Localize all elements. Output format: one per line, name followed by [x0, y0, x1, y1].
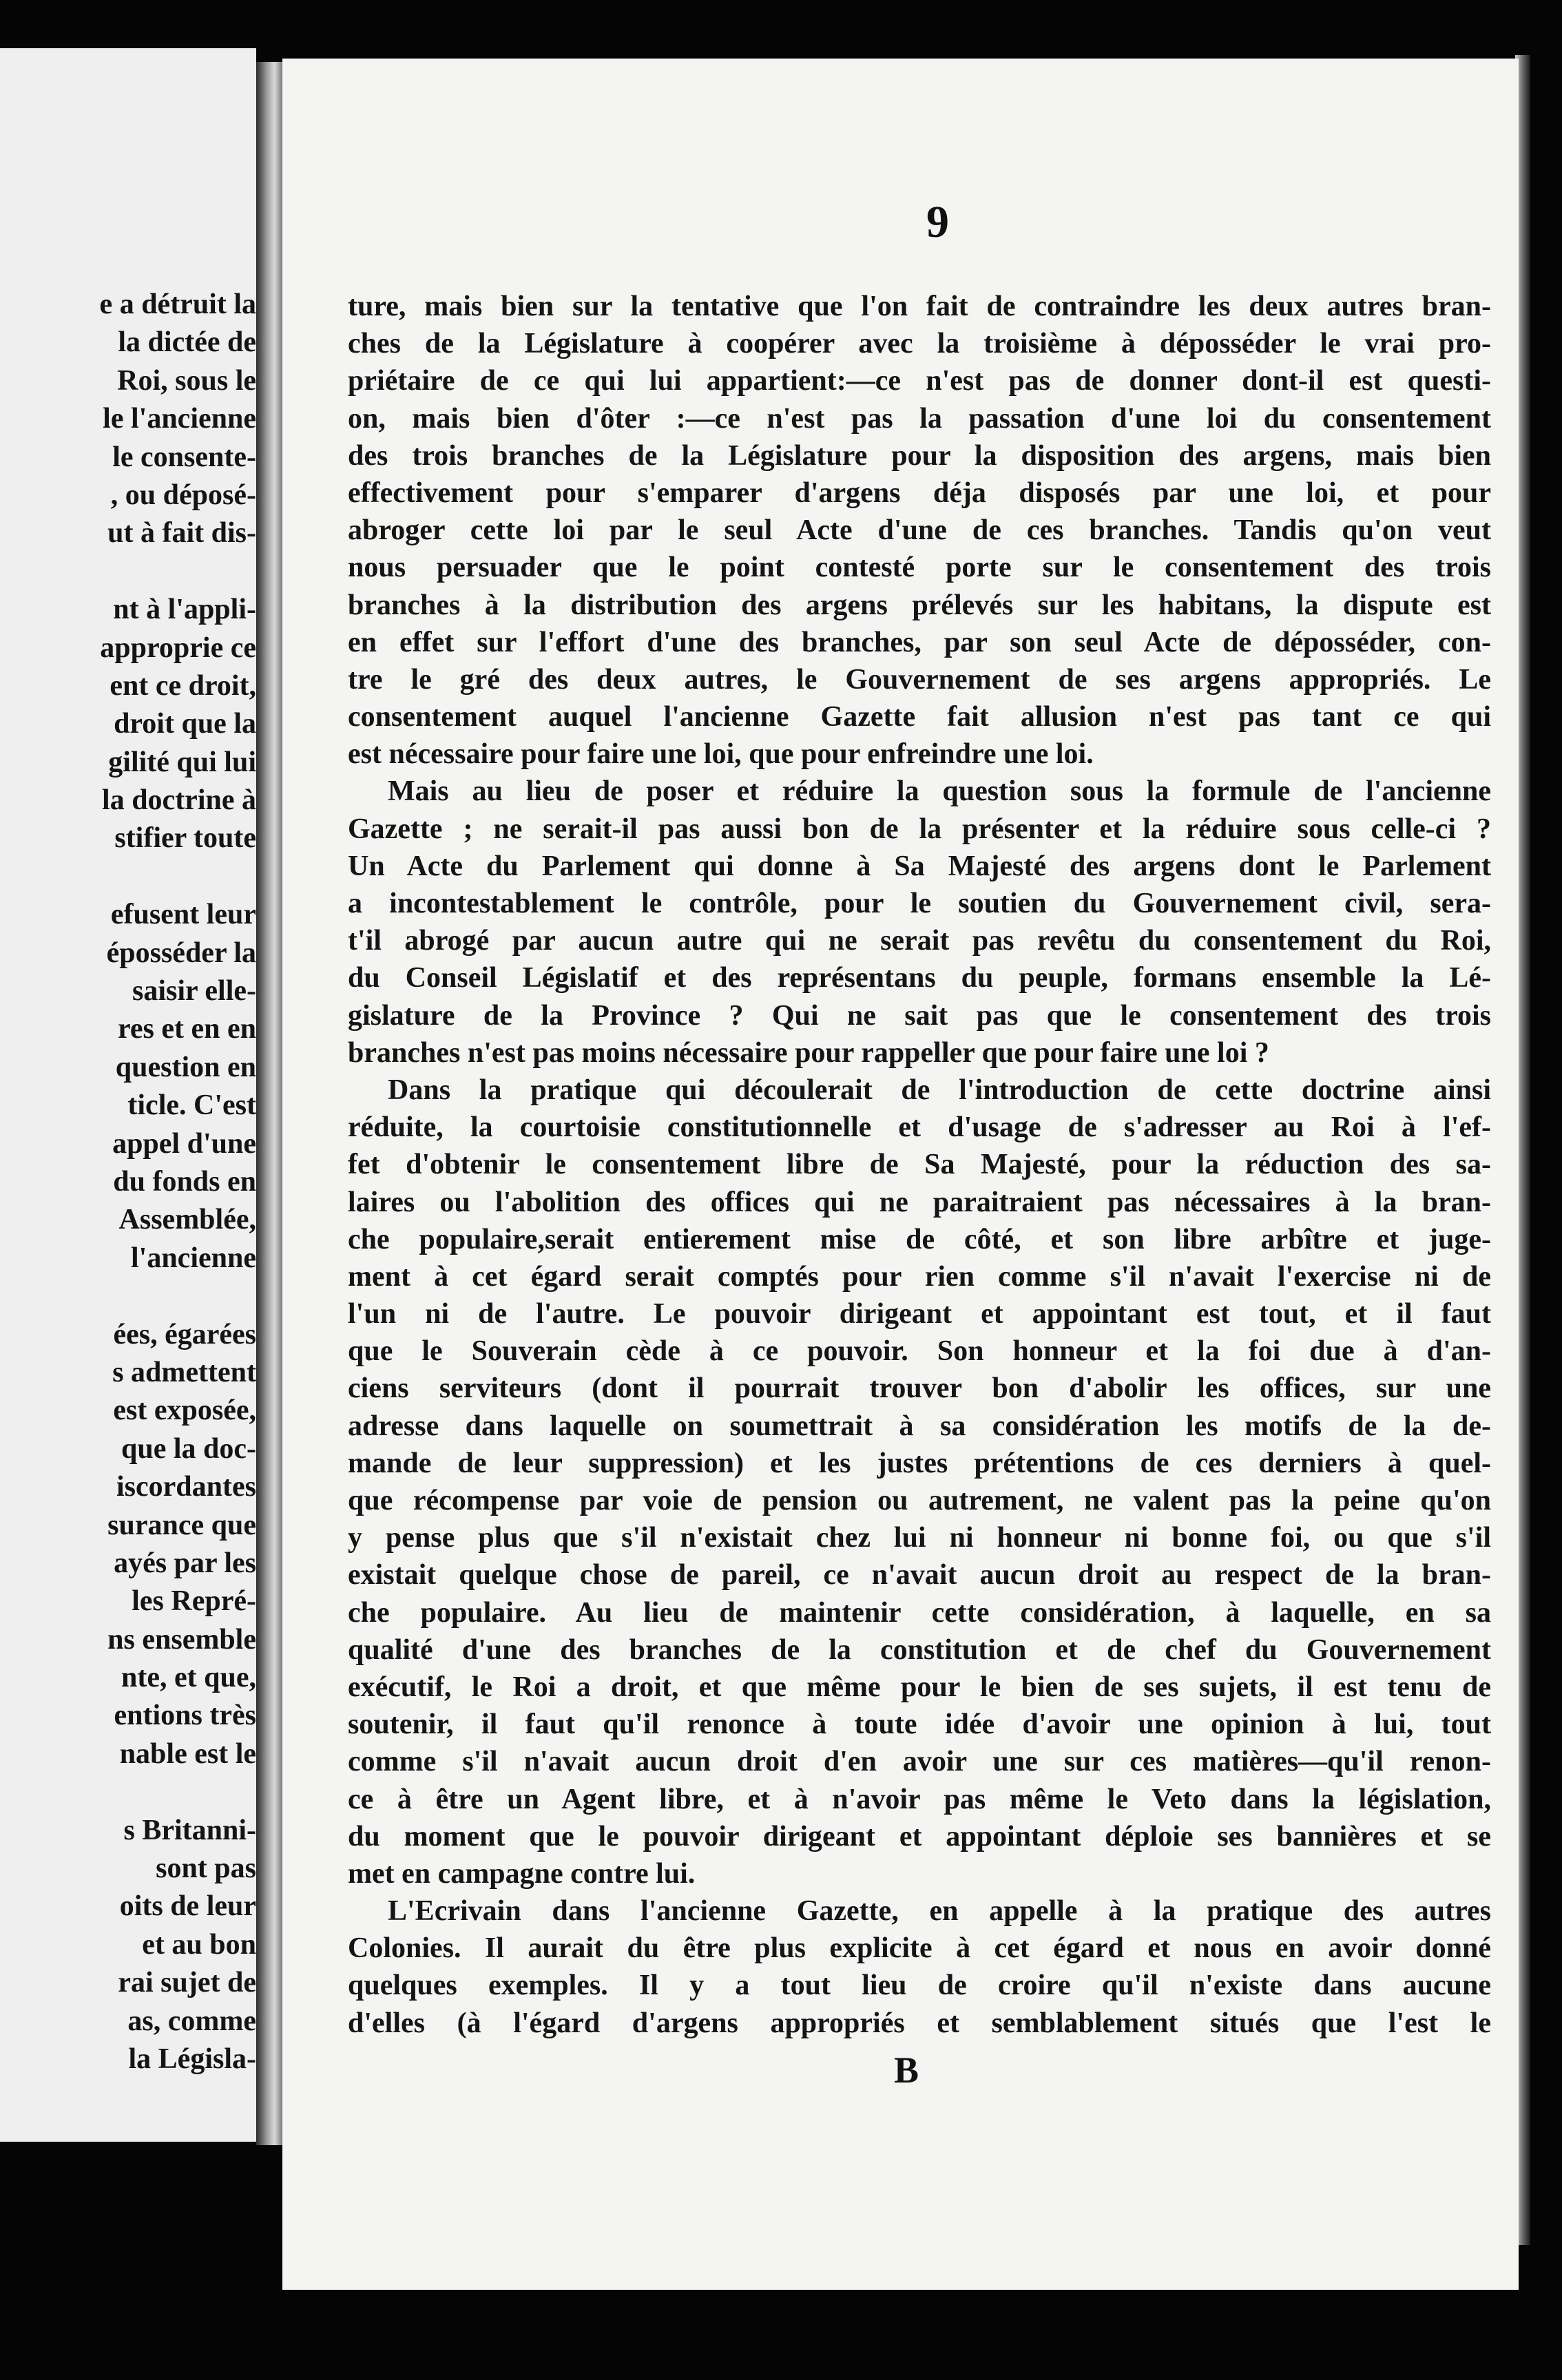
left-page-line: , ou déposé- [110, 479, 256, 511]
left-page-line: surance que [107, 1509, 256, 1541]
left-page-line [0, 858, 256, 896]
text-line: branches à la distribution des argens prélevés sur les habitans, la dispute est [348, 589, 1491, 621]
left-page-line: saisir elle- [132, 975, 256, 1008]
left-page-line: que la doc- [121, 1432, 256, 1465]
left-page-line: s Britanni- [123, 1814, 256, 1846]
text-line: ches de la Législature à coopérer avec la troisième à déposséder le vrai pro- [348, 328, 1491, 360]
body-text [348, 288, 1491, 2042]
left-page-line: l'ancienne [130, 1242, 256, 1274]
left-page-line: la dictée de [118, 326, 256, 359]
left-page-line: la Législa- [128, 2043, 256, 2075]
text-line: y pense plus que s'il n'existait chez lui ni honneur ni bonne foi, ou que s'il [348, 1522, 1491, 1554]
left-page-line [0, 553, 256, 591]
text-line: en effet sur l'effort d'une des branches, par son seul Acte de déposséder, con- [348, 626, 1491, 658]
left-page-line: ticle. C'est [127, 1089, 256, 1122]
left-facing-page [0, 48, 256, 2142]
left-page-line: approprie ce [100, 631, 256, 664]
text-line: met en campagne contre lui. [348, 1857, 696, 1890]
text-line: priétaire de ce qui lui appartient:—ce n'est pas de donner dont-il est questi- [348, 365, 1491, 397]
left-page-line: est exposée, [113, 1395, 256, 1427]
left-page-line: ut à fait dis- [107, 517, 256, 550]
text-line: nous persuader que le point contesté porte sur le consentement des trois [348, 552, 1491, 584]
left-page-line: rai sujet de [118, 1967, 256, 1999]
signature-mark: B [894, 2049, 919, 2091]
left-page-line: ayés par les [114, 1547, 256, 1579]
text-line: soutenir, il faut qu'il renonce à toute idée d'avoir une opinion à lui, tout [348, 1709, 1491, 1741]
text-line: des trois branches de la Législature pour la disposition des argens, mais bien [348, 439, 1491, 472]
left-page-line: Roi, sous le [117, 364, 256, 397]
text-line: Dans la pratique qui découlerait de l'introduction de cette doctrine ainsi [388, 1074, 1491, 1106]
left-page-line: s admettent [112, 1356, 256, 1388]
left-page-line: la doctrine à [102, 784, 256, 817]
text-line: che populaire,serait entierement mise de côté, et son libre arbître et juge- [348, 1223, 1491, 1255]
left-page-line: nable est le [119, 1737, 256, 1770]
left-page-line: question en [115, 1051, 256, 1083]
text-line: branches n'est pas moins nécessaire pour rappeller que pour faire une loi ? [348, 1036, 1269, 1069]
text-line: que récompense par voie de pension ou autrement, ne valent pas la peine qu'on [348, 1485, 1491, 1516]
page-number: 9 [926, 197, 949, 247]
text-line: a incontestablement le contrôle, pour le soutien du Gouvernement civil, sera- [348, 888, 1491, 919]
text-line: ce à être un Agent libre, et à n'avoir pas même le Veto dans la législation, [348, 1783, 1491, 1815]
text-line: Un Acte du Parlement qui donne à Sa Majesté des argens dont le Parlement [348, 850, 1491, 882]
left-page-line: ent ce droit, [110, 669, 256, 702]
left-page-line: nte, et que, [121, 1662, 256, 1694]
text-line: Mais au lieu de poser et réduire la question sous la formule de l'ancienne [388, 775, 1491, 808]
text-line: quelques exemples. Il y a tout lieu de croire qu'il n'existe dans aucune [348, 1970, 1491, 2002]
text-line: L'Ecrivain dans l'ancienne Gazette, en appelle à la pratique des autres [388, 1895, 1491, 1928]
text-line: comme s'il n'avait aucun droit d'en avoir une sur ces matières—qu'il renon- [348, 1746, 1491, 1778]
text-line: du Conseil Législatif et des représentans du peuple, formans ensemble la Lé- [348, 962, 1491, 994]
left-page-line: appel d'une [112, 1127, 256, 1160]
text-line: qualité d'une des branches de la constitution et de chef du Gouvernement [348, 1633, 1491, 1666]
left-page-line: le l'ancienne [103, 403, 256, 435]
left-page-line: efusent leur [110, 899, 256, 931]
text-line: tre le gré des deux autres, le Gouvernement de ses argens appropriés. Le [348, 663, 1491, 696]
text-line: d'elles (à l'égard d'argens appropriés et semblablement situés que l'est le [348, 2007, 1491, 2039]
text-line: abroger cette loi par le seul Acte d'une de ces branches. Tandis qu'on veut [348, 514, 1491, 547]
text-line: laires ou l'abolition des offices qui ne paraitraient pas nécessaires à la bran- [348, 1186, 1491, 1218]
text-line: ture, mais bien sur la tentative que l'on fait de contraindre les deux autres bran- [348, 291, 1491, 322]
left-page-line [0, 1773, 256, 1811]
text-line: Gazette ; ne serait-il pas aussi bon de la présenter et la réduire sous celle-ci ? [348, 813, 1491, 845]
text-line: du moment que le pouvoir dirigeant et appointant déploie ses bannières et se [348, 1820, 1491, 1852]
text-line: ciens serviteurs (dont il pourrait trouver bon d'abolir les offices, sur une [348, 1372, 1491, 1405]
text-line: effectivement pour s'emparer d'argens déja disposés par une loi, et pour [348, 477, 1491, 509]
text-line: est nécessaire pour faire une loi, que pour enfreindre une loi. [348, 738, 1094, 771]
text-line: l'un ni de l'autre. Le pouvoir dirigeant et appointant est tout, et il faut [348, 1298, 1491, 1330]
left-page-line: gilité qui lui [108, 746, 256, 778]
left-page-line: nt à l'appli- [113, 594, 256, 626]
text-line: ment à cet égard serait comptés pour rien comme s'il n'avait l'exercise ni de [348, 1260, 1491, 1293]
text-line: consentement auquel l'ancienne Gazette fait allusion n'est pas tant ce qui [348, 701, 1491, 733]
left-page-line: éposséder la [106, 937, 256, 969]
left-page-line: iscordantes [116, 1471, 256, 1503]
text-line: t'il abrogé par aucun autre qui ne serait pas revêtu du consentement du Roi, [348, 925, 1491, 957]
text-line: mande de leur suppression) et les justes prétentions de ces derniers à quel- [348, 1447, 1491, 1479]
left-page-line: entions très [114, 1700, 256, 1732]
left-page-line: e a détruit la [99, 289, 256, 320]
left-page-line: ées, égarées [113, 1318, 256, 1350]
book-gutter [256, 62, 282, 2145]
left-page-line: ns ensemble [107, 1623, 256, 1656]
left-page-text [0, 286, 256, 2078]
left-page-line: droit que la [114, 708, 256, 740]
text-line: réduite, la courtoisie constitutionnelle et d'usage de s'adresser au Roi à l'ef- [348, 1111, 1491, 1144]
text-line: Colonies. Il aurait du être plus explicite à cet égard et nous en avoir donné [348, 1932, 1491, 1965]
left-page-line: du fonds en [113, 1165, 256, 1198]
left-page-line: Assemblée, [118, 1204, 256, 1236]
left-page-line: sont pas [156, 1852, 256, 1885]
left-page-line: et au bon [142, 1928, 256, 1961]
left-page-line: le consente- [112, 441, 256, 473]
text-line: existait quelque chose de pareil, ce n'avait aucun droit au respect de la bran- [348, 1559, 1491, 1591]
text-line: on, mais bien d'ôter :—ce n'est pas la passation d'une loi du consentement [348, 402, 1491, 435]
text-line: adresse dans laquelle on soumettrait à sa considération les motifs de la de- [348, 1410, 1491, 1442]
text-line: exécutif, le Roi a droit, et que même pour le bien de ses sujets, il est tenu de [348, 1671, 1491, 1703]
text-line: gislature de la Province ? Qui ne sait pas que le consentement des trois [348, 999, 1491, 1032]
left-page-line: oits de leur [119, 1890, 256, 1923]
left-page-line: les Repré- [132, 1585, 256, 1618]
left-page-line: stifier toute [114, 822, 256, 855]
left-page-line: as, comme [127, 2005, 256, 2037]
text-line: che populaire. Au lieu de maintenir cette considération, à laquelle, en sa [348, 1596, 1491, 1629]
text-line: fet d'obtenir le consentement libre de Sa Majesté, pour la réduction des sa- [348, 1149, 1491, 1181]
left-page-line [0, 1277, 256, 1315]
text-line: que le Souverain cède à ce pouvoir. Son honneur et la foi due à d'an- [348, 1335, 1491, 1368]
left-page-line: res et en en [118, 1013, 256, 1045]
